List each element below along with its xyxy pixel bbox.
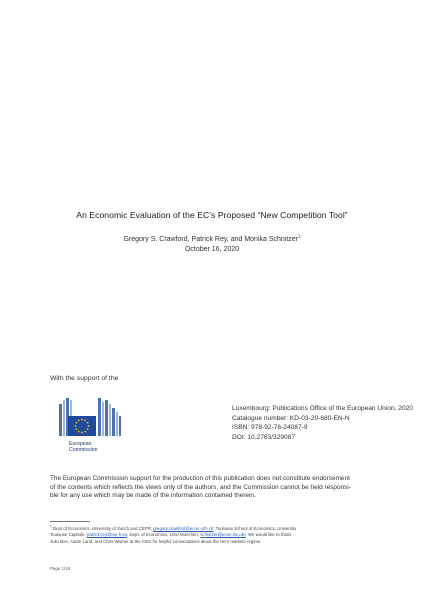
document-date: October 16, 2020 [184, 246, 240, 253]
disclaimer-line: of the contents which reflects the views only of the authors, and the Commission cannot be held responsi- [50, 483, 351, 491]
eu-star-icon [87, 422, 89, 424]
logo-stripe [109, 404, 111, 436]
logo-stripe [98, 398, 101, 436]
footnote-text: Toulouse Capitole, [50, 532, 87, 538]
footnote-mark: 1 [298, 233, 301, 239]
eu-star-icon [78, 431, 80, 433]
logo-caption [69, 441, 98, 453]
eu-star-icon [84, 431, 86, 433]
eu-star-icon [88, 425, 90, 427]
footnote-divider [50, 521, 90, 522]
email-link-schnitzer[interactable]: schnitzer@econ.lmu.de [200, 532, 246, 538]
eu-star-icon [84, 419, 86, 421]
eu-star-icon [75, 428, 77, 430]
logo-stripe [112, 408, 115, 436]
author-line [0, 233, 424, 243]
logo-stripe [116, 412, 118, 436]
doi: DOI: 10.2763/329087 [232, 433, 296, 441]
footnote-number: 1 [50, 524, 52, 529]
email-link-rey[interactable]: patrick.rey@tse-fr.eu [86, 532, 128, 538]
document-title: An Economic Evaluation of the EC’s Proposed “New Competition Tool” [76, 210, 348, 220]
eu-star-icon [75, 425, 77, 427]
footnote-text: ; Toulouse School of Economics, University [213, 526, 297, 531]
publication-office: Luxembourg: Publications Office of the European Union, 2020 [232, 405, 413, 412]
footnote-line-3: Julio Bon, Adam Land, and Chris Warner at the CMA for helpful conversations about the UK’s markets regime. [50, 538, 262, 544]
disclaimer-line: The European Commission support for the production of this publication does not constitute endorsement [50, 475, 350, 482]
eu-star-icon [81, 432, 83, 434]
footnote-text: . We would like to thank [245, 532, 292, 538]
footnote [50, 526, 380, 545]
logo-stripe [59, 404, 62, 436]
logo-stripe [119, 416, 121, 436]
catalogue-number: Catalogue number: KD-03-20-680-EN-N [232, 414, 350, 422]
eu-star-icon [75, 422, 77, 424]
logo-stripe [102, 402, 104, 436]
footnote-text: Dept of Economics, University of Zurich and CEPR, [51, 526, 154, 531]
page-number: Page 1/19 [50, 566, 71, 571]
email-link-crawford[interactable]: gregory.crawford@econ.uzh.ch [153, 526, 214, 531]
authors-text: Gregory S. Crawford, Patrick Rey, and Monika Schnitzer [123, 236, 299, 243]
logo-caption-line2: Commission [69, 447, 98, 453]
eu-star-icon [78, 419, 80, 421]
isbn: ISBN: 978-92-76-24087-9 [232, 424, 308, 432]
footnote-text: ; Dept. of Economics, LMU Munchen, [127, 532, 201, 538]
logo-stripe [63, 400, 65, 436]
eu-star-icon [87, 428, 89, 430]
logo-caption-line1: European [69, 441, 92, 447]
disclaimer-line: ble for any use which may be made of the information contained therein. [50, 492, 256, 500]
eu-star-icon [81, 419, 83, 421]
logo-stripe [105, 400, 108, 436]
disclaimer [50, 475, 380, 501]
publication-info [232, 404, 413, 442]
support-label: With the support of the [50, 375, 119, 382]
